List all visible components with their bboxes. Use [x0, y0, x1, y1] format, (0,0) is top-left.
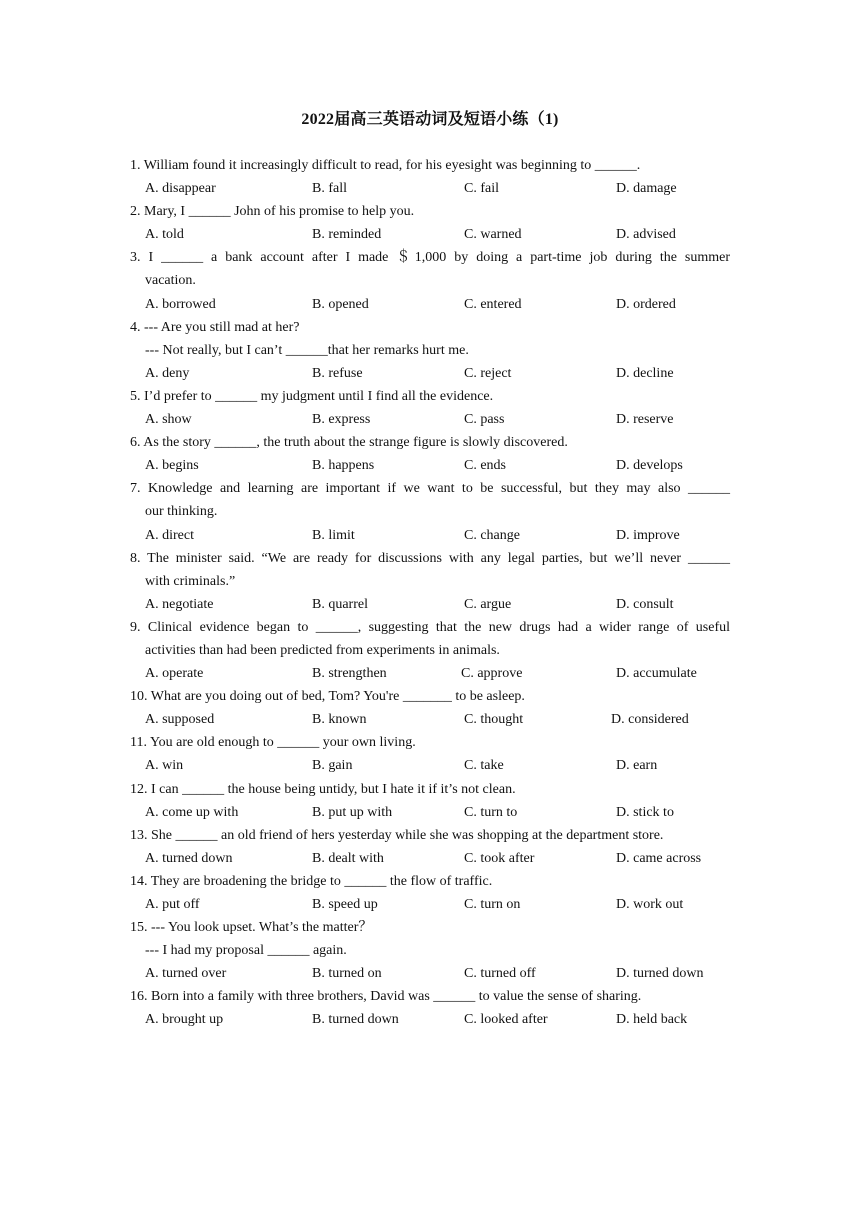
option-b[interactable]: B. fall — [312, 181, 347, 197]
option-a[interactable]: A. win — [145, 758, 184, 774]
option-c[interactable]: C. took after — [464, 850, 535, 866]
option-c[interactable]: C. change — [464, 527, 520, 543]
question-16 — [130, 985, 730, 1031]
option-b[interactable]: B. turned down — [312, 1012, 399, 1028]
question-stem: 12. I can ______ the house being untidy, but I hate it if it’s not clean. — [130, 781, 516, 797]
option-a[interactable]: A. borrowed — [145, 296, 216, 312]
option-b[interactable]: B. turned on — [312, 966, 382, 982]
option-d[interactable]: D. advised — [616, 227, 676, 243]
answer-options — [130, 1008, 730, 1031]
option-b[interactable]: B. strengthen — [312, 666, 387, 682]
answer-options — [130, 662, 730, 685]
option-b[interactable]: B. quarrel — [312, 596, 368, 612]
option-a[interactable]: A. turned down — [145, 850, 233, 866]
option-a[interactable]: A. put off — [145, 897, 200, 912]
question-stem: 9. Clinical evidence began to ______, suggesting that the new drugs had a wider range of useful — [130, 619, 730, 635]
option-b[interactable]: B. refuse — [312, 365, 363, 381]
option-b[interactable]: B. dealt with — [312, 850, 384, 866]
question-stem: 3. I ______ a bank account after I made ＄1,000 by doing a part-time job during the summer — [130, 250, 730, 266]
question-9 — [130, 616, 730, 685]
answer-options — [130, 754, 730, 777]
option-d[interactable]: D. ordered — [616, 296, 676, 312]
answer-options — [130, 223, 730, 246]
question-stem-continued: activities than had been predicted from experiments in animals. — [145, 642, 500, 658]
option-a[interactable]: A. show — [145, 412, 192, 428]
question-stem: 6. As the story ______, the truth about the strange figure is slowly discovered. — [130, 435, 568, 451]
option-c[interactable]: C. fail — [464, 181, 499, 197]
option-a[interactable]: A. told — [145, 227, 184, 243]
option-b[interactable]: B. opened — [312, 296, 369, 312]
option-c[interactable]: C. entered — [464, 296, 522, 312]
question-stem: 14. They are broadening the bridge to ______ the flow of traffic. — [130, 873, 493, 889]
option-a[interactable]: A. deny — [145, 365, 190, 381]
question-11 — [130, 731, 730, 777]
question-stem: 13. She ______ an old friend of hers yesterday while she was shopping at the department store. — [130, 827, 664, 843]
question-3 — [130, 246, 730, 315]
option-c[interactable]: C. thought — [464, 712, 524, 728]
option-b[interactable]: B. put up with — [312, 804, 393, 820]
question-stem: 7. Knowledge and learning are important if we want to be successful, but they may also ______ — [130, 481, 730, 497]
option-b[interactable]: B. happens — [312, 458, 375, 474]
question-14 — [130, 870, 730, 916]
option-a[interactable]: A. operate — [145, 666, 204, 682]
option-d[interactable]: D. develops — [616, 458, 683, 474]
option-d[interactable]: D. held back — [616, 1012, 688, 1028]
question-2 — [130, 200, 730, 246]
option-a[interactable]: A. begins — [145, 458, 199, 474]
question-stem-continued: our thinking. — [145, 504, 218, 520]
option-b[interactable]: B. express — [312, 412, 371, 428]
question-stem: 5. I’d prefer to ______ my judgment until I find all the evidence. — [130, 388, 494, 404]
answer-options — [130, 801, 730, 824]
option-c[interactable]: C. warned — [464, 227, 522, 243]
option-d[interactable]: D. turned down — [616, 966, 704, 982]
answer-options — [130, 293, 730, 316]
page-title: 2022届高三英语动词及短语小练（1) — [301, 111, 559, 128]
question-stem-continued: --- Not really, but I can’t ______that her remarks hurt me. — [145, 342, 469, 358]
option-b[interactable]: B. speed up — [312, 897, 378, 912]
answer-options — [130, 708, 730, 731]
option-c[interactable]: C. turn to — [464, 804, 518, 820]
option-d[interactable]: D. damage — [616, 181, 677, 197]
question-stem: 1. William found it increasingly difficult to read, for his eyesight was beginning to ______. — [130, 158, 641, 173]
option-c[interactable]: C. turned off — [464, 966, 536, 982]
question-stem: 10. What are you doing out of bed, Tom? You're _______ to be asleep. — [130, 689, 525, 705]
question-1 — [130, 154, 730, 200]
question-stem: 15. --- You look upset. What’s the matter？ — [130, 920, 373, 936]
option-c[interactable]: C. pass — [464, 412, 505, 428]
option-a[interactable]: A. turned over — [145, 966, 227, 982]
question-5 — [130, 385, 730, 431]
question-stem-continued: --- I had my proposal ______ again. — [145, 943, 347, 959]
answer-options — [130, 847, 730, 870]
option-a[interactable]: A. come up with — [145, 804, 239, 820]
option-b[interactable]: B. gain — [312, 758, 353, 774]
option-a[interactable]: A. brought up — [145, 1012, 224, 1028]
option-b[interactable]: B. known — [312, 712, 367, 728]
option-d[interactable]: D. work out — [616, 897, 684, 912]
question-12 — [130, 778, 730, 824]
option-d[interactable]: D. decline — [616, 365, 674, 381]
question-stem: 11. You are old enough to ______ your own living. — [130, 735, 416, 751]
question-7 — [130, 477, 730, 546]
option-d[interactable]: D. accumulate — [616, 666, 697, 682]
answer-options — [130, 593, 730, 616]
answer-options — [130, 524, 730, 547]
question-stem: 4. --- Are you still mad at her? — [130, 319, 300, 335]
option-d[interactable]: D. consult — [616, 596, 674, 612]
option-d[interactable]: D. came across — [616, 850, 702, 866]
question-stem: 16. Born into a family with three brothers, David was ______ to value the sense of sharing. — [130, 989, 642, 1005]
option-a[interactable]: A. negotiate — [145, 596, 214, 612]
question-stem: 2. Mary, I ______ John of his promise to help you. — [130, 204, 415, 220]
answer-options — [130, 362, 730, 385]
option-c[interactable]: C. argue — [464, 596, 512, 612]
answer-options — [130, 408, 730, 431]
question-stem-continued: vacation. — [145, 273, 196, 289]
question-8 — [130, 547, 730, 616]
option-a[interactable]: A. direct — [145, 527, 194, 543]
option-d[interactable]: D. reserve — [616, 412, 674, 428]
option-c[interactable]: C. approve — [461, 666, 523, 682]
answer-options — [130, 454, 730, 477]
option-c[interactable]: C. looked after — [464, 1012, 548, 1028]
question-stem-continued: with criminals.” — [145, 573, 236, 589]
option-a[interactable]: A. disappear — [145, 181, 216, 197]
question-15 — [130, 916, 730, 985]
option-c[interactable]: C. take — [464, 758, 504, 774]
option-d[interactable]: D. earn — [616, 758, 658, 774]
option-d[interactable]: D. considered — [611, 712, 689, 728]
option-b[interactable]: B. reminded — [312, 227, 382, 243]
question-13 — [130, 824, 730, 870]
option-d[interactable]: D. improve — [616, 527, 680, 543]
question-4 — [130, 316, 730, 385]
option-b[interactable]: B. limit — [312, 527, 355, 543]
answer-options — [130, 893, 730, 916]
question-10 — [130, 685, 730, 731]
option-d[interactable]: D. stick to — [616, 804, 674, 820]
option-c[interactable]: C. reject — [464, 365, 512, 381]
answer-options — [130, 177, 730, 200]
option-c[interactable]: C. ends — [464, 458, 506, 474]
question-list — [130, 154, 730, 1032]
question-6 — [130, 431, 730, 477]
question-stem: 8. The minister said. “We are ready for discussions with any legal parties, but we’ll never ______ — [130, 550, 730, 566]
option-a[interactable]: A. supposed — [145, 712, 215, 728]
answer-options — [130, 962, 730, 985]
option-c[interactable]: C. turn on — [464, 897, 521, 912]
